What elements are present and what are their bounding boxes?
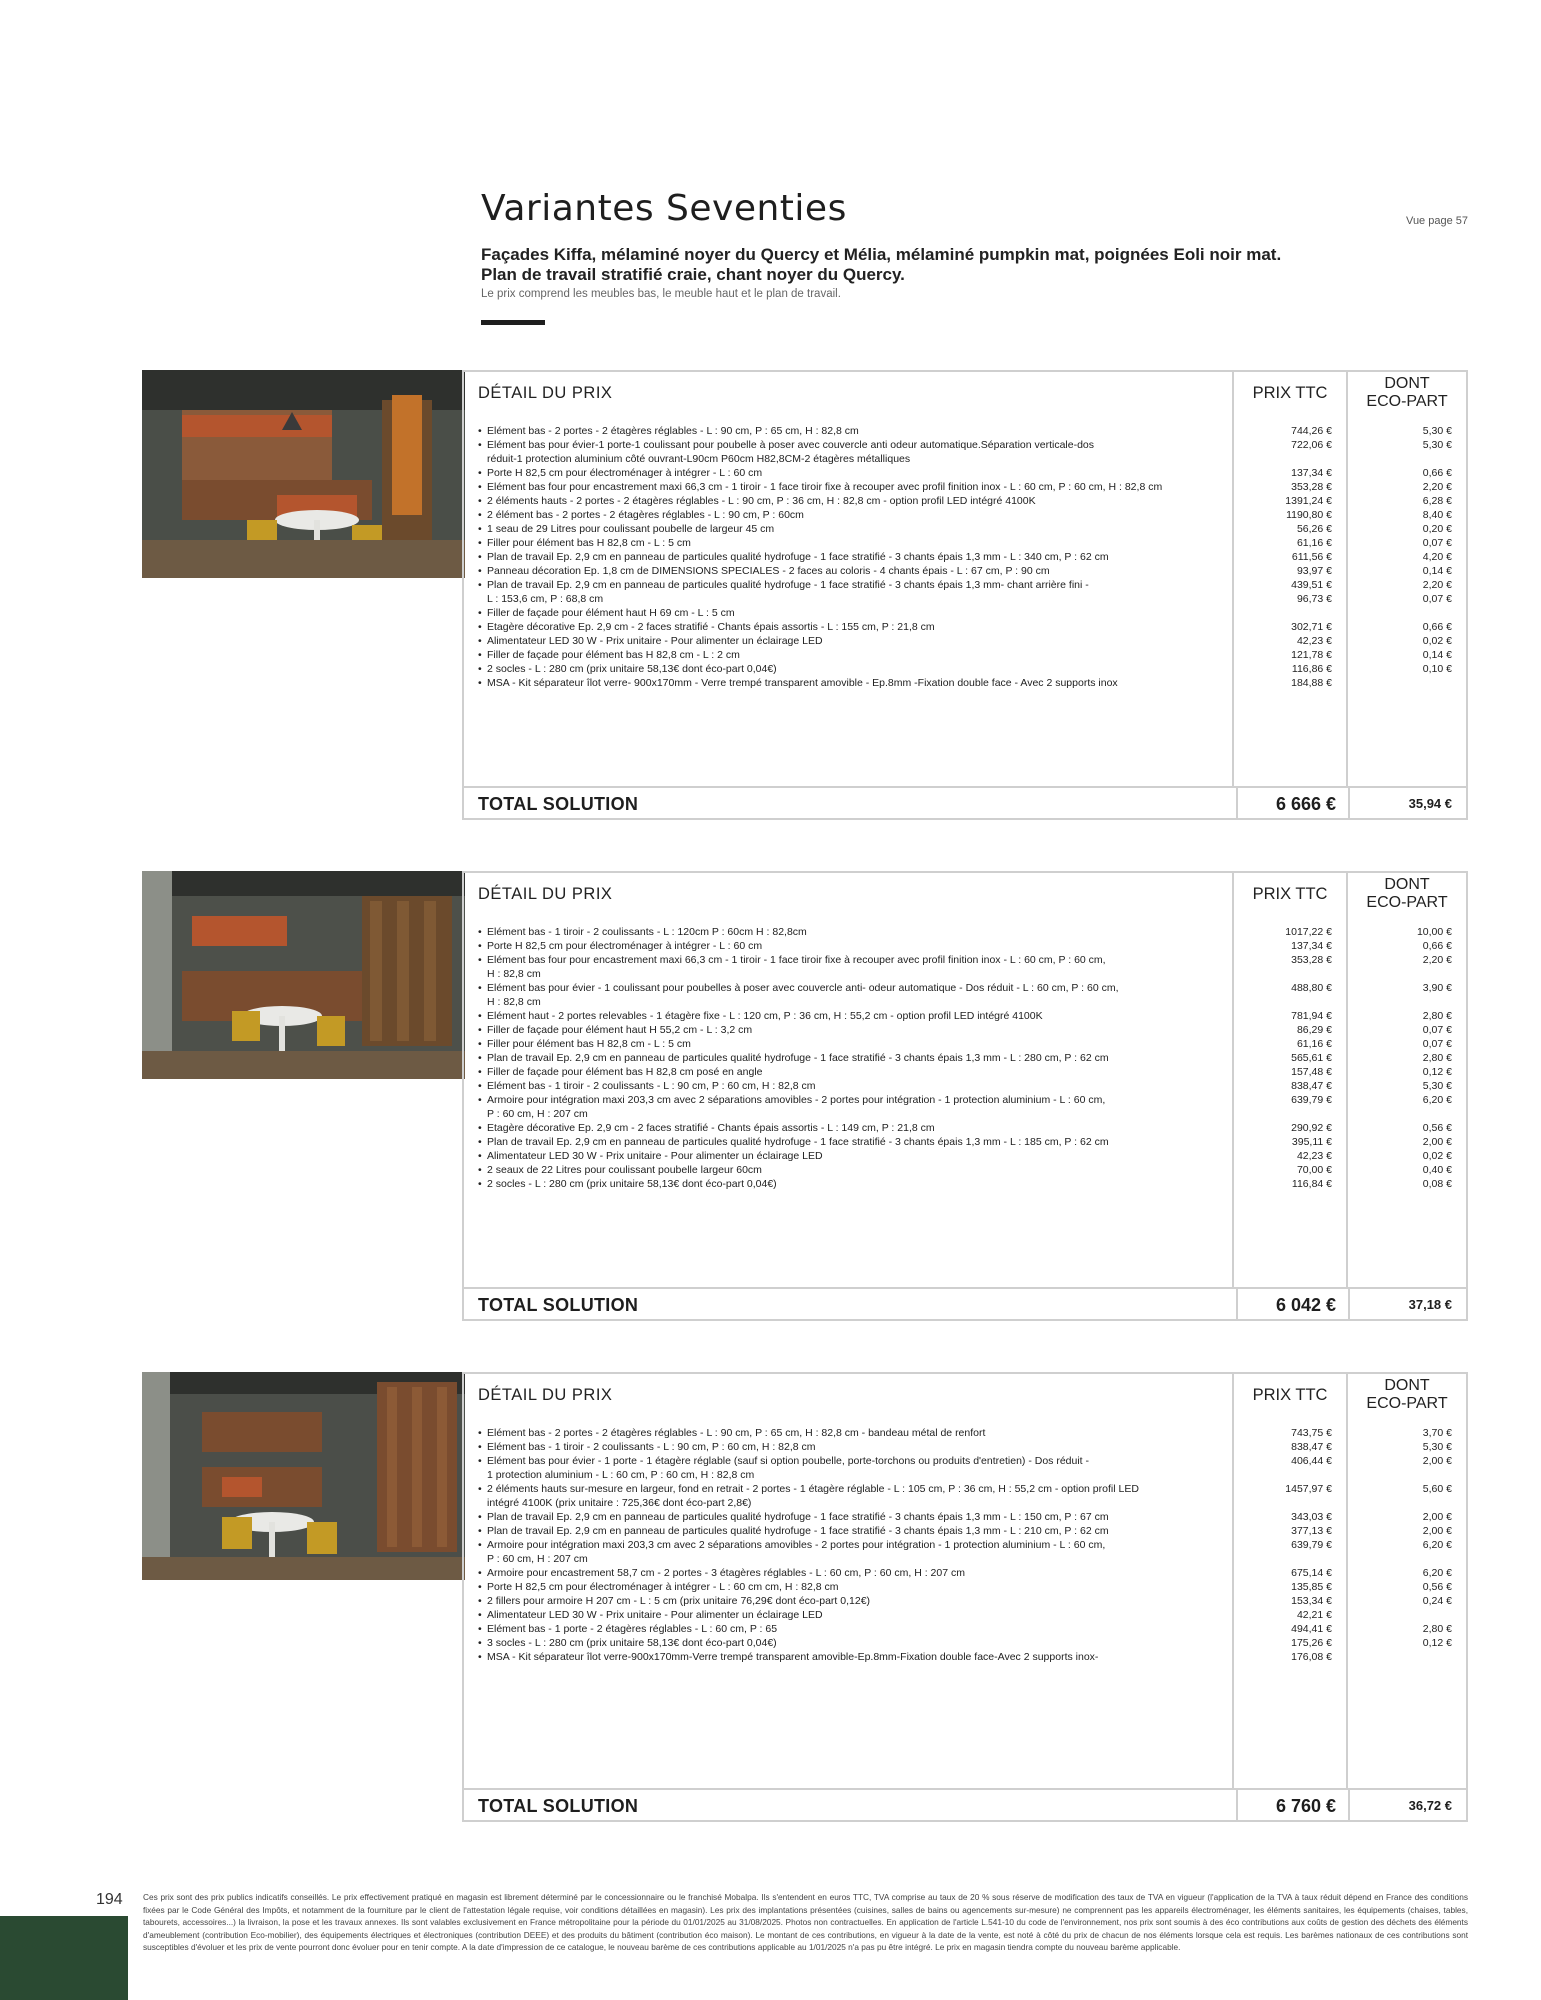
item-description: • 2 seaux de 22 Litres pour coulissant poubelle largeur 60cm <box>478 1163 1232 1177</box>
item-eco-part: 0,12 € <box>1422 1066 1452 1078</box>
item-price: 744,26 € <box>1291 425 1332 437</box>
item-eco-part: 0,08 € <box>1422 1178 1452 1190</box>
detail-header: DÉTAIL DU PRIX <box>478 885 613 903</box>
total-row <box>464 1287 1466 1321</box>
page-number: 194 <box>96 1891 123 1908</box>
item-description: • MSA - Kit séparateur îlot verre-900x170mm-Verre trempé transparent amovible-Ep.8mm-Fixation double face-Avec 2 supports inox- <box>478 1650 1232 1664</box>
eco-part-header <box>1346 1372 1466 1418</box>
item-price: 86,29 € <box>1296 1024 1332 1036</box>
item-description: • Porte H 82,5 cm pour électroménager à intégrer - L : 60 cm <box>478 466 1232 480</box>
item-eco-part: 0,10 € <box>1422 663 1452 675</box>
item-description: • Elément bas four pour encastrement maxi 66,3 cm - 1 tiroir - 1 face tiroir fixe à recouper avec profil finition inox - L : 60 cm, P : 60 cm, <box>478 953 1232 967</box>
item-eco-part: 2,00 € <box>1422 1136 1452 1148</box>
header <box>481 188 1471 325</box>
table-body <box>464 416 1466 786</box>
item-eco-part: 0,24 € <box>1422 1595 1452 1607</box>
table-header <box>464 871 1466 917</box>
item-description: • Elément bas - 1 porte - 2 étagères réglables - L : 60 cm, P : 65 <box>478 1622 1232 1636</box>
eco-part-header <box>1346 871 1466 917</box>
eco-part-column <box>1346 917 1466 1287</box>
item-eco-part: 0,12 € <box>1422 1637 1452 1649</box>
item-price: 153,34 € <box>1291 1595 1332 1607</box>
price-header: PRIX TTC <box>1232 370 1346 416</box>
item-description: • Filler pour élément bas H 82,8 cm - L : 5 cm <box>478 536 1232 550</box>
item-description: • Filler de façade pour élément haut H 69 cm - L : 5 cm <box>478 606 1232 620</box>
item-price: 377,13 € <box>1291 1525 1332 1537</box>
item-price <box>1234 606 1346 620</box>
item-description: • Filler de façade pour élément bas H 82,8 cm posé en angle <box>478 1065 1232 1079</box>
total-row <box>464 786 1466 820</box>
item-price: 61,16 € <box>1296 1038 1332 1050</box>
total-price: 6 042 € <box>1236 1289 1348 1321</box>
item-price: 61,16 € <box>1296 537 1332 549</box>
item-price <box>1234 1552 1346 1566</box>
page-reference: Vue page 57 <box>1406 215 1468 227</box>
item-eco-part: 2,00 € <box>1422 1511 1452 1523</box>
total-eco-part: 37,18 € <box>1348 1289 1466 1321</box>
table-header <box>464 370 1466 416</box>
footer <box>0 1888 1541 2000</box>
item-description: • 2 éléments hauts - 2 portes - 2 étagères réglables - L : 90 cm, P : 36 cm, H : 82,8 cm - option profil LED intégré 4100K <box>478 494 1232 508</box>
item-price <box>1234 995 1346 1009</box>
eco-part-column <box>1346 1418 1466 1788</box>
item-eco-part: 6,28 € <box>1422 495 1452 507</box>
item-eco-part: 0,02 € <box>1422 1150 1452 1162</box>
item-eco-part: 0,56 € <box>1422 1122 1452 1134</box>
item-eco-part: 0,07 € <box>1422 1038 1452 1050</box>
item-description: • MSA - Kit séparateur îlot verre- 900x170mm - Verre trempé transparent amovible - Ep.8mm -Fixation double face - Avec 2 supports inox <box>478 676 1232 690</box>
item-eco-part <box>1348 1468 1466 1482</box>
item-description: • Porte H 82,5 cm pour électroménager à intégrer - L : 60 cm cm, H : 82,8 cm <box>478 1580 1232 1594</box>
total-label: TOTAL SOLUTION <box>478 794 639 814</box>
item-description: • Plan de travail Ep. 2,9 cm en panneau de particules qualité hydrofuge - 1 face stratifié - 3 chants épais 1,3 mm - L : 185 cm, P : 62 cm <box>478 1135 1232 1149</box>
item-description: • 2 socles - L : 280 cm (prix unitaire 58,13€ dont éco-part 0,04€) <box>478 662 1232 676</box>
detail-column <box>464 917 1232 1287</box>
item-price: 184,88 € <box>1291 677 1332 689</box>
item-eco-part: 0,56 € <box>1422 1581 1452 1593</box>
detail-header: DÉTAIL DU PRIX <box>478 384 613 402</box>
item-price: 116,84 € <box>1291 1178 1332 1190</box>
price-table-2 <box>462 871 1468 1321</box>
item-eco-part <box>1348 995 1466 1009</box>
item-eco-part: 0,20 € <box>1422 523 1452 535</box>
item-price: 137,34 € <box>1291 940 1332 952</box>
item-description: • Elément bas pour évier - 1 porte - 1 étagère réglable (sauf si option poubelle, porte-torchons ou produits d'entretien) - Dos réduit - <box>478 1454 1232 1468</box>
item-description: • Elément haut - 2 portes relevables - 1 étagère fixe - L : 120 cm, P : 36 cm, H : 55,2 cm - option profil LED intégré 4100K <box>478 1009 1232 1023</box>
item-description: • 2 socles - L : 280 cm (prix unitaire 58,13€ dont éco-part 0,04€) <box>478 1177 1232 1191</box>
item-price: 611,56 € <box>1291 551 1332 563</box>
item-price: 1457,97 € <box>1285 1483 1332 1495</box>
item-description: P : 60 cm, H : 207 cm <box>487 1108 588 1120</box>
detail-header: DÉTAIL DU PRIX <box>478 1386 613 1404</box>
item-price <box>1234 1496 1346 1510</box>
item-eco-part: 5,30 € <box>1422 425 1452 437</box>
item-description: • Etagère décorative Ep. 2,9 cm - 2 faces stratifié - Chants épais assortis - L : 155 cm, P : 21,8 cm <box>478 620 1232 634</box>
item-price: 290,92 € <box>1291 1122 1332 1134</box>
item-description: L : 153,6 cm, P : 68,8 cm <box>487 593 604 605</box>
item-price: 639,79 € <box>1291 1094 1332 1106</box>
eco-part-header-line-1: DONT <box>1384 876 1430 893</box>
price-note: Le prix comprend les meubles bas, le meuble haut et le plan de travail. <box>481 288 841 300</box>
item-eco-part: 5,60 € <box>1422 1483 1452 1495</box>
item-description: • Elément bas - 1 tiroir - 2 coulissants - L : 120cm P : 60cm H : 82,8cm <box>478 925 1232 939</box>
item-price: 395,11 € <box>1291 1136 1332 1148</box>
total-price: 6 666 € <box>1236 788 1348 820</box>
table-body <box>464 917 1466 1287</box>
item-description: intégré 4100K (prix unitaire : 725,36€ dont éco-part 2,8€) <box>487 1497 752 1509</box>
item-eco-part: 0,14 € <box>1422 565 1452 577</box>
item-price: 42,23 € <box>1296 635 1332 647</box>
item-eco-part: 0,66 € <box>1422 940 1452 952</box>
item-price <box>1234 967 1346 981</box>
item-price: 135,85 € <box>1291 1581 1332 1593</box>
price-table-3 <box>462 1372 1468 1822</box>
item-eco-part: 0,02 € <box>1422 635 1452 647</box>
item-eco-part: 5,30 € <box>1422 439 1452 451</box>
item-eco-part <box>1348 1107 1466 1121</box>
item-eco-part <box>1348 1608 1466 1622</box>
eco-part-column <box>1346 416 1466 786</box>
item-description: • 3 socles - L : 280 cm (prix unitaire 58,13€ dont éco-part 0,04€) <box>478 1636 1232 1650</box>
item-price: 743,75 € <box>1291 1427 1332 1439</box>
item-eco-part <box>1348 967 1466 981</box>
item-eco-part <box>1348 1650 1466 1664</box>
item-price: 302,71 € <box>1291 621 1332 633</box>
kitchen-photo-2 <box>142 871 465 1079</box>
item-eco-part: 0,07 € <box>1422 593 1452 605</box>
item-description: P : 60 cm, H : 207 cm <box>487 1553 588 1565</box>
item-description: • Plan de travail Ep. 2,9 cm en panneau de particules qualité hydrofuge - 1 face stratifié - 3 chants épais 1,3 mm - L : 280 cm, P : 62 cm <box>478 1051 1232 1065</box>
item-eco-part: 0,14 € <box>1422 649 1452 661</box>
subtitle <box>481 245 1471 285</box>
item-price: 96,73 € <box>1296 593 1332 605</box>
item-price: 639,79 € <box>1291 1539 1332 1551</box>
item-eco-part: 2,00 € <box>1422 1525 1452 1537</box>
eco-part-header <box>1346 370 1466 416</box>
total-label: TOTAL SOLUTION <box>478 1796 639 1816</box>
kitchen-photo-1 <box>142 370 465 578</box>
item-eco-part <box>1348 1496 1466 1510</box>
item-eco-part: 5,30 € <box>1422 1080 1452 1092</box>
item-price: 488,80 € <box>1291 982 1332 994</box>
total-eco-part: 36,72 € <box>1348 1790 1466 1822</box>
item-price: 675,14 € <box>1291 1567 1332 1579</box>
item-price: 1190,80 € <box>1286 509 1332 521</box>
item-price: 838,47 € <box>1291 1080 1332 1092</box>
item-description: • 1 seau de 29 Litres pour coulissant poubelle de largeur 45 cm <box>478 522 1232 536</box>
total-price: 6 760 € <box>1236 1790 1348 1822</box>
item-price: 353,28 € <box>1291 954 1332 966</box>
item-eco-part: 2,20 € <box>1422 579 1452 591</box>
item-eco-part: 3,90 € <box>1422 982 1452 994</box>
item-description: • Alimentateur LED 30 W - Prix unitaire - Pour alimenter un éclairage LED <box>478 1149 1232 1163</box>
item-eco-part: 0,40 € <box>1422 1164 1452 1176</box>
price-column <box>1232 917 1346 1287</box>
total-row <box>464 1788 1466 1822</box>
item-price <box>1234 452 1346 466</box>
item-description: • Filler pour élément bas H 82,8 cm - L : 5 cm <box>478 1037 1232 1051</box>
item-eco-part: 0,66 € <box>1422 467 1452 479</box>
item-price: 838,47 € <box>1291 1441 1332 1453</box>
item-description: • Armoire pour intégration maxi 203,3 cm avec 2 séparations amovibles - 2 portes pour intégration - 1 protection aluminium - L : 60 cm, <box>478 1538 1232 1552</box>
item-eco-part <box>1348 1552 1466 1566</box>
item-eco-part <box>1348 676 1466 690</box>
item-description: • Alimentateur LED 30 W - Prix unitaire - Pour alimenter un éclairage LED <box>478 634 1232 648</box>
item-price: 70,00 € <box>1296 1164 1332 1176</box>
eco-part-header-line-1: DONT <box>1384 375 1430 392</box>
item-description: • Plan de travail Ep. 2,9 cm en panneau de particules qualité hydrofuge - 1 face stratifié - 3 chants épais 1,3 mm - L : 210 cm, P : 62 cm <box>478 1524 1232 1538</box>
item-eco-part <box>1348 606 1466 620</box>
eco-part-header-line-2: ECO-PART <box>1366 393 1448 410</box>
item-eco-part: 2,20 € <box>1422 954 1452 966</box>
table-body <box>464 1418 1466 1788</box>
item-description: • Alimentateur LED 30 W - Prix unitaire - Pour alimenter un éclairage LED <box>478 1608 1232 1622</box>
eco-part-header-line-2: ECO-PART <box>1366 894 1448 911</box>
item-description: • Elément bas four pour encastrement maxi 66,3 cm - 1 tiroir - 1 face tiroir fixe à recouper avec profil finition inox - L : 60 cm, P : 60 cm, H : 82,8 cm <box>478 480 1232 494</box>
price-header: PRIX TTC <box>1232 1372 1346 1418</box>
item-price: 42,23 € <box>1296 1150 1332 1162</box>
table-header <box>464 1372 1466 1418</box>
item-description: • Elément bas pour évier - 1 coulissant pour poubelles à poser avec couvercle anti- odeur automatique - Dos réduit - L : 60 cm, P : 60 cm, <box>478 981 1232 995</box>
price-column <box>1232 416 1346 786</box>
item-eco-part: 0,07 € <box>1422 1024 1452 1036</box>
item-description: • Porte H 82,5 cm pour électroménager à intégrer - L : 60 cm <box>478 939 1232 953</box>
item-description: • Elément bas - 2 portes - 2 étagères réglables - L : 90 cm, P : 65 cm, H : 82,8 cm <box>478 424 1232 438</box>
item-description: • Plan de travail Ep. 2,9 cm en panneau de particules qualité hydrofuge - 1 face stratifié - 3 chants épais 1,3 mm- chant arrière fini - <box>478 578 1232 592</box>
item-description: • Armoire pour encastrement 58,7 cm - 2 portes - 3 étagères réglables - L : 60 cm, P : 60 cm, H : 207 cm <box>478 1566 1232 1580</box>
item-price: 722,06 € <box>1291 439 1332 451</box>
item-price: 157,48 € <box>1291 1066 1332 1078</box>
subtitle-line-1: Façades Kiffa, mélaminé noyer du Quercy et Mélia, mélaminé pumpkin mat, poignées Eoli noir mat. <box>481 245 1282 264</box>
item-price: 1017,22 € <box>1285 926 1332 938</box>
item-price: 137,34 € <box>1291 467 1332 479</box>
price-column <box>1232 1418 1346 1788</box>
item-eco-part: 6,20 € <box>1422 1094 1452 1106</box>
item-description: • 2 éléments hauts sur-mesure en largeur, fond en retrait - 2 portes - 1 étagère réglable - L : 105 cm, P : 36 cm, H : 55,2 cm - option profil LED <box>478 1482 1232 1496</box>
detail-column <box>464 416 1232 786</box>
item-price <box>1234 1468 1346 1482</box>
item-description: • Filler de façade pour élément haut H 55,2 cm - L : 3,2 cm <box>478 1023 1232 1037</box>
page-title: Variantes Seventies <box>481 188 847 229</box>
item-description: • Plan de travail Ep. 2,9 cm en panneau de particules qualité hydrofuge - 1 face stratifié - 3 chants épais 1,3 mm - L : 150 cm, P : 67 cm <box>478 1510 1232 1524</box>
item-eco-part: 2,80 € <box>1422 1010 1452 1022</box>
item-price: 439,51 € <box>1291 579 1332 591</box>
item-price <box>1234 1107 1346 1121</box>
item-description: • Elément bas - 1 tiroir - 2 coulissants - L : 90 cm, P : 60 cm, H : 82,8 cm <box>478 1440 1232 1454</box>
kitchen-photo-3 <box>142 1372 465 1580</box>
green-corner-block <box>0 1916 128 2000</box>
item-eco-part <box>1348 452 1466 466</box>
legal-notice: Ces prix sont des prix publics indicatifs conseillés. Le prix effectivement pratiqué en magasin est librement déterminé par le concessionnaire ou le franchisé Mobalpa. Ils s'entendent en euros TTC, TVA comprise au taux de 20 % sous réserve de modification des taux de TVA en vigueur (l'application de la TVA à taux réduit dépend en France des conditions fixées par le Code Général des Impôts, et notamment de la fourniture par le client de l'attestation légale requise, voir conditions détaillées en magasin). Les prix des implantations présentées (cuisines, salles de bains ou agencements sur-mesure) ne comprennent pas les appareils électroménager, les éléments sanitaires, les équipements (chaises, tables, tabourets, accessoires...) la livraison, la pose et les travaux annexes. Ils sont valables exclusivement en France métropolitaine pour la période du 01/01/2025 au 31/08/2025. Photos non contractuelles. En application de l'article L.541-10 du code de l'environnement, nos prix sont soumis à des éco contributions aux coûts de gestion des déchets des éléments d'ameublement (contribution Eco-mobilier), des équipements électriques et électroniques (contribution DEEE) et des produits du bâtiment (contribution éco maison). Le montant de ces contributions, en vigueur à la date de la vente, est noté à côté du prix de chacun de nos éléments lorsque cela est requis. Les barèmes nationaux de ces contributions sont susceptibles d'évoluer et les prix de vente pourront donc évoluer pour en tenir compte. A la date d'impression de ce catalogue, le nouveau barème de ces contributions applicable au 1/01/2025 n'a pas pu être intégré. Le prix en magasin tiendra compte du nouveau barème applicable. <box>143 1892 1468 1953</box>
item-price: 353,28 € <box>1291 481 1332 493</box>
subtitle-line-2: Plan de travail stratifié craie, chant noyer du Quercy. <box>481 265 905 284</box>
item-price: 175,26 € <box>1291 1637 1332 1649</box>
item-price: 93,97 € <box>1296 565 1332 577</box>
item-description: • Panneau décoration Ep. 1,8 cm de DIMENSIONS SPECIALES - 2 faces au coloris - 4 chants épais - L : 67 cm, P : 90 cm <box>478 564 1232 578</box>
title-rule <box>481 320 545 325</box>
item-price: 121,78 € <box>1291 649 1332 661</box>
item-eco-part: 2,00 € <box>1422 1455 1452 1467</box>
item-eco-part: 0,66 € <box>1422 621 1452 633</box>
eco-part-header-line-2: ECO-PART <box>1366 1395 1448 1412</box>
item-price: 406,44 € <box>1291 1455 1332 1467</box>
item-description: • Elément bas pour évier-1 porte-1 coulissant pour poubelle à poser avec couvercle anti odeur automatique.Séparation verticale-dos <box>478 438 1232 452</box>
total-eco-part: 35,94 € <box>1348 788 1466 820</box>
item-price: 176,08 € <box>1291 1651 1332 1663</box>
total-label: TOTAL SOLUTION <box>478 1295 639 1315</box>
item-eco-part: 6,20 € <box>1422 1567 1452 1579</box>
item-price: 781,94 € <box>1291 1010 1332 1022</box>
item-price: 565,61 € <box>1291 1052 1332 1064</box>
item-eco-part: 4,20 € <box>1422 551 1452 563</box>
item-description: H : 82,8 cm <box>487 996 541 1008</box>
item-eco-part: 6,20 € <box>1422 1539 1452 1551</box>
item-description: réduit-1 protection aluminium côté ouvrant-L90cm P60cm H82,8CM-2 étagères métalliques <box>487 453 911 465</box>
item-eco-part: 3,70 € <box>1422 1427 1452 1439</box>
item-description: • Elément bas - 1 tiroir - 2 coulissants - L : 90 cm, P : 60 cm, H : 82,8 cm <box>478 1079 1232 1093</box>
item-description: • 2 élément bas - 2 portes - 2 étagères réglables - L : 90 cm, P : 60cm <box>478 508 1232 522</box>
item-price: 1391,24 € <box>1285 495 1332 507</box>
detail-column <box>464 1418 1232 1788</box>
item-description: • Armoire pour intégration maxi 203,3 cm avec 2 séparations amovibles - 2 portes pour intégration - 1 protection aluminium - L : 60 cm, <box>478 1093 1232 1107</box>
item-price: 343,03 € <box>1291 1511 1332 1523</box>
item-eco-part: 2,80 € <box>1422 1623 1452 1635</box>
price-table-1 <box>462 370 1468 820</box>
price-header: PRIX TTC <box>1232 871 1346 917</box>
item-eco-part: 0,07 € <box>1422 537 1452 549</box>
item-description: • 2 fillers pour armoire H 207 cm - L : 5 cm (prix unitaire 76,29€ dont éco-part 0,12€) <box>478 1594 1232 1608</box>
item-eco-part: 8,40 € <box>1422 509 1452 521</box>
item-price: 56,26 € <box>1296 523 1332 535</box>
item-description: • Etagère décorative Ep. 2,9 cm - 2 faces stratifié - Chants épais assortis - L : 149 cm, P : 21,8 cm <box>478 1121 1232 1135</box>
item-price: 42,21 € <box>1296 1609 1332 1621</box>
item-description: • Plan de travail Ep. 2,9 cm en panneau de particules qualité hydrofuge - 1 face stratifié - 3 chants épais 1,3 mm - L : 340 cm, P : 62 cm <box>478 550 1232 564</box>
item-price: 494,41 € <box>1291 1623 1332 1635</box>
item-eco-part: 2,20 € <box>1422 481 1452 493</box>
eco-part-header-line-1: DONT <box>1384 1377 1430 1394</box>
item-description: • Filler de façade pour élément bas H 82,8 cm - L : 2 cm <box>478 648 1232 662</box>
item-eco-part: 10,00 € <box>1416 926 1452 938</box>
item-description: • Elément bas - 2 portes - 2 étagères réglables - L : 90 cm, P : 65 cm, H : 82,8 cm - bandeau métal de renfort <box>478 1426 1232 1440</box>
item-price: 116,86 € <box>1291 663 1332 675</box>
item-eco-part: 5,30 € <box>1422 1441 1452 1453</box>
item-description: 1 protection aluminium - L : 60 cm, P : 60 cm, H : 82,8 cm <box>487 1469 755 1481</box>
item-eco-part: 2,80 € <box>1422 1052 1452 1064</box>
item-description: H : 82,8 cm <box>487 968 541 980</box>
